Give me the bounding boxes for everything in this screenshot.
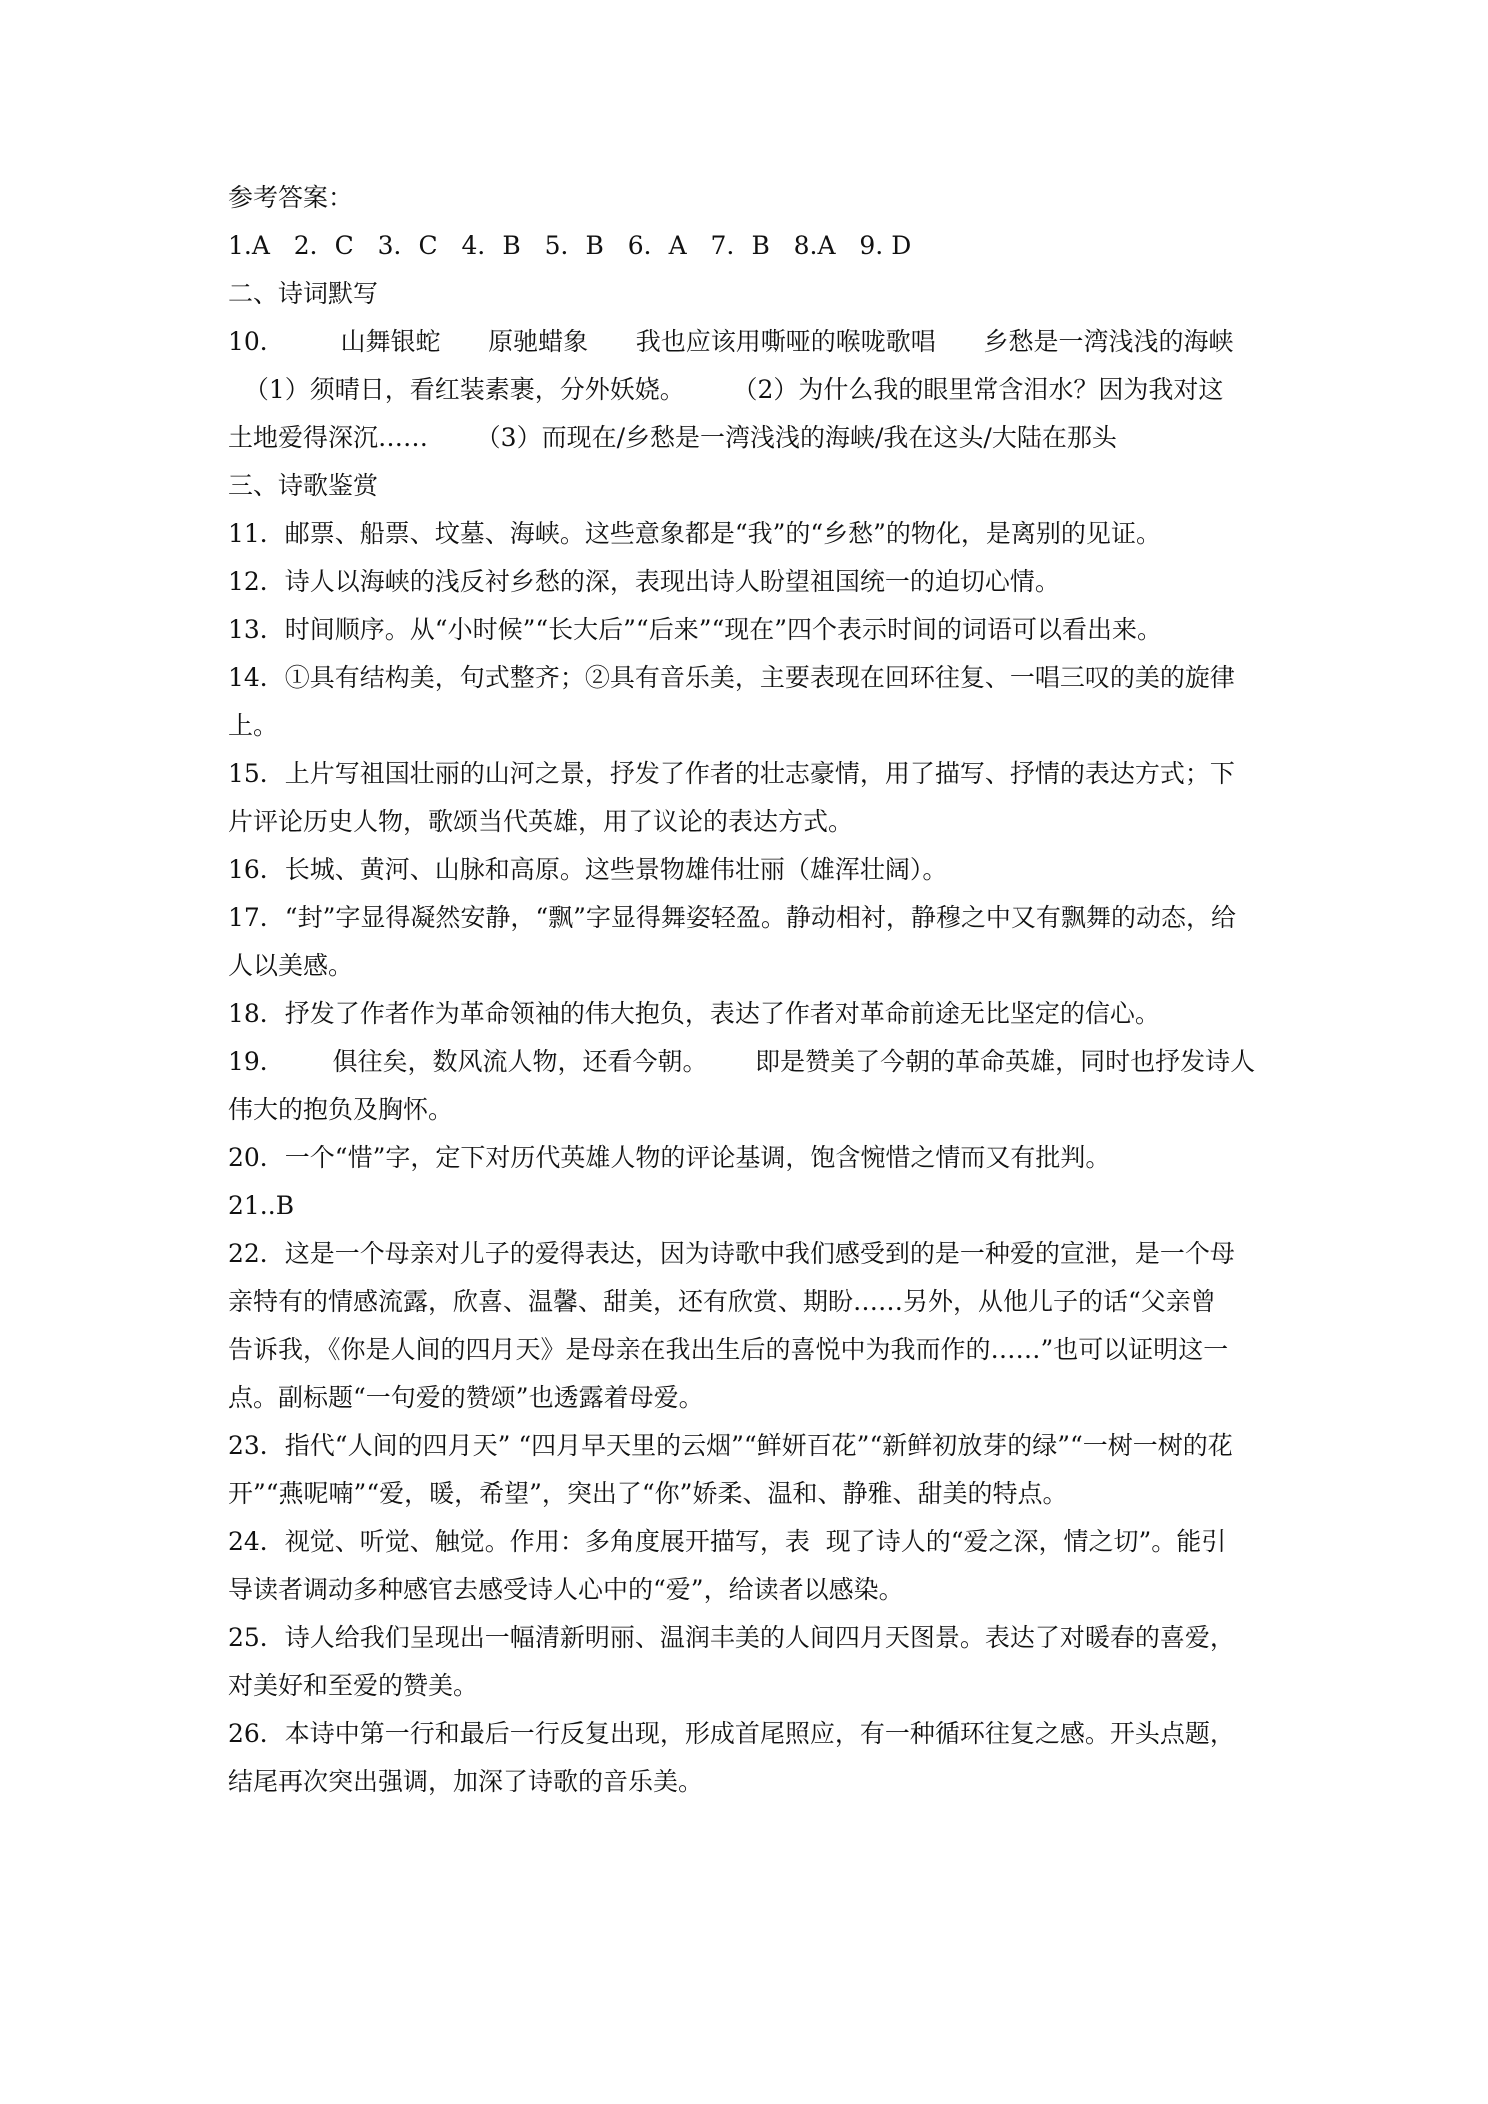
answer-line-11: 11．邮票、船票、坟墓、海峡。这些意象都是“我”的“乡愁”的物化，是离别的见证。: [228, 519, 1161, 548]
answer-line-choice: 1.A 2．C 3．C 4．B 5．B 6．A 7．B 8.A 9. D: [228, 231, 912, 260]
answer-line-25: 25．诗人给我们呈现出一幅清新明丽、温润丰美的人间四月天图景。表达了对暖春的喜爱，: [228, 1623, 1235, 1652]
answer-line-26-cont: 结尾再次突出强调，加深了诗歌的音乐美。: [228, 1767, 704, 1796]
heading-answers: 参考答案：: [228, 183, 354, 212]
answer-line-17: 17．“封”字显得凝然安静，“飘”字显得舞姿轻盈。静动相衬，静穆之中又有飘舞的动态，给: [228, 903, 1236, 932]
answer-line-22-cont-3: 点。副标题“一句爱的赞颂”也透露着母爱。: [228, 1383, 704, 1412]
answer-line-20: 20．一个“惜”字，定下对历代英雄人物的评论基调，饱含惋惜之情而又有批判。: [228, 1143, 1111, 1172]
answer-line-26: 26．本诗中第一行和最后一行反复出现，形成首尾照应，有一种循环往复之感。开头点题，: [228, 1719, 1235, 1748]
answer-line-25-cont: 对美好和至爱的赞美。: [228, 1671, 479, 1700]
answer-line-15-cont: 片评论历史人物，歌颂当代英雄，用了议论的表达方式。: [228, 807, 854, 836]
answer-line-22-cont-2: 告诉我，《你是人间的四月天》是母亲在我出生后的喜悦中为我而作的……”也可以证明这一: [228, 1335, 1229, 1364]
answer-line-12: 12．诗人以海峡的浅反衬乡愁的深，表现出诗人盼望祖国统一的迫切心情。: [228, 567, 1060, 596]
answer-line-18: 18．抒发了作者作为革命领袖的伟大抱负，表达了作者对革命前途无比坚定的信心。: [228, 999, 1160, 1028]
answer-line-16: 16．长城、黄河、山脉和高原。这些景物雄伟壮丽（雄浑壮阔）。: [228, 855, 948, 884]
section-heading-poetry-dictation: 二、诗词默写: [228, 279, 379, 308]
answer-line-14-cont: 上。: [228, 711, 279, 740]
answer-line-24-cont: 导读者调动多种感官去感受诗人心中的“爱”，给读者以感染。: [228, 1575, 904, 1604]
answer-line-23-cont: 开”“燕呢喃”“爱，暖，希望”，突出了“你”娇柔、温和、静雅、甜美的特点。: [228, 1479, 1068, 1508]
answer-line-23: 23．指代“人间的四月天” “四月早天里的云烟”“鲜妍百花”“新鲜初放芽的绿”“一树一树的花: [228, 1431, 1233, 1460]
answer-line-24: 24．视觉、听觉、触觉。作用：多角度展开描写，表 现了诗人的“爱之深，情之切”。能引: [228, 1527, 1227, 1556]
answer-line-10-cont-2: 土地爱得深沉…… （3）而现在/乡愁是一湾浅浅的海峡/我在这头/大陆在那头: [228, 423, 1117, 452]
section-heading-poetry-appreciation: 三、诗歌鉴赏: [228, 471, 379, 500]
answer-line-17-cont: 人以美感。: [228, 951, 354, 980]
answer-line-22: 22．这是一个母亲对儿子的爱得表达，因为诗歌中我们感受到的是一种爱的宣泄，是一个母: [228, 1239, 1235, 1268]
answer-document: [228, 174, 1264, 1806]
answer-line-10-cont-1: （1）须晴日，看红装素裹，分外妖娆。 （2）为什么我的眼里常含泪水？因为我对这: [228, 375, 1224, 404]
answer-line-19-cont: 伟大的抱负及胸怀。: [228, 1095, 454, 1124]
answer-line-19: 19． 俱往矣，数风流人物，还看今朝。 即是赞美了今朝的革命英雄，同时也抒发诗人: [228, 1047, 1256, 1076]
answer-line-15: 15．上片写祖国壮丽的山河之景，抒发了作者的壮志豪情，用了描写、抒情的表达方式；下: [228, 759, 1235, 788]
answer-line-10: 10． 山舞银蛇 原驰蜡象 我也应该用嘶哑的喉咙歌唱 乡愁是一湾浅浅的海峡: [228, 327, 1234, 356]
answer-line-14: 14．①具有结构美，句式整齐；②具有音乐美，主要表现在回环往复、一唱三叹的美的旋律: [228, 663, 1235, 692]
answer-line-21: 21..B: [228, 1191, 295, 1220]
answer-line-22-cont-1: 亲特有的情感流露，欣喜、温馨、甜美，还有欣赏、期盼……另外，从他儿子的话“父亲曾: [228, 1287, 1216, 1316]
answer-line-13: 13．时间顺序。从“小时候”“长大后”“后来”“现在”四个表示时间的词语可以看出来。: [228, 615, 1163, 644]
